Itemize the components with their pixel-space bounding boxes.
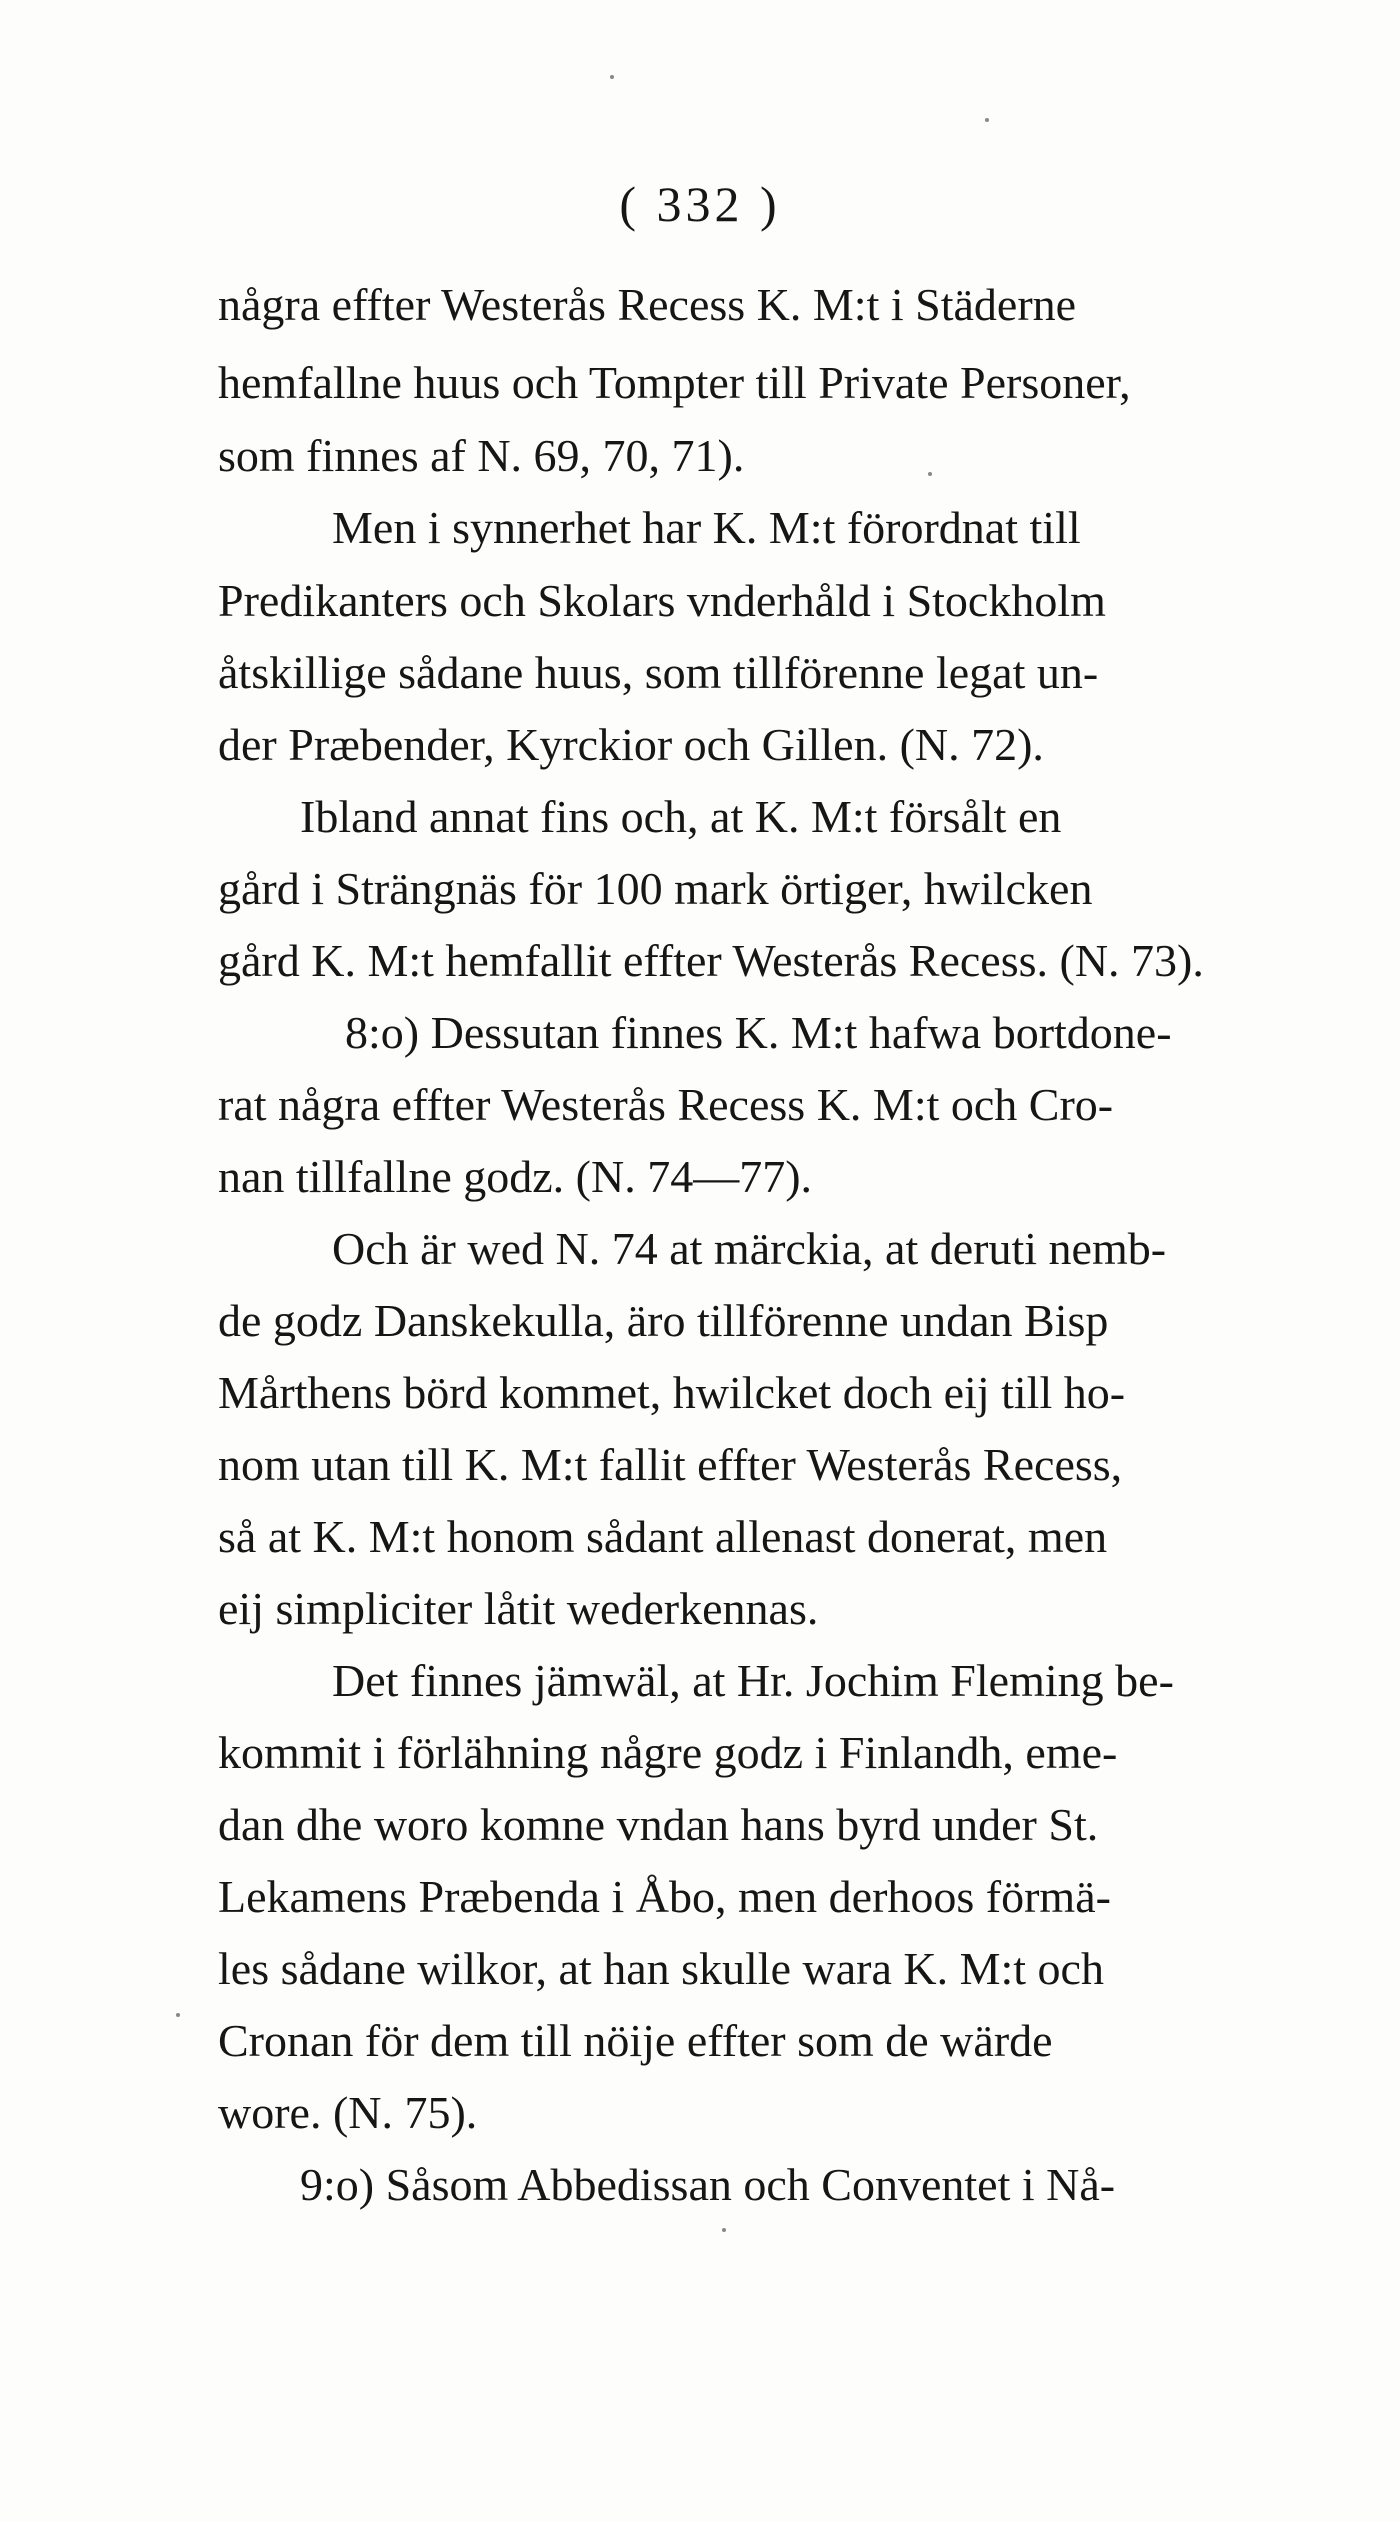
- text-line: Cronan för dem till nöije effter som de wärde: [218, 2015, 1053, 2066]
- text-line: som finnes af N. 69, 70, 71).: [218, 430, 745, 481]
- paper-speck: [610, 75, 614, 79]
- text-line: Det finnes jämwäl, at Hr. Jochim Fleming be-: [332, 1655, 1174, 1706]
- paper-speck: [722, 2228, 726, 2232]
- text-line: nom utan till K. M:t fallit effter Westerås Recess,: [218, 1439, 1123, 1490]
- text-line: så at K. M:t honom sådant allenast donerat, men: [218, 1511, 1108, 1562]
- text-line: les sådane wilkor, at han skulle wara K. M:t och: [218, 1943, 1104, 1994]
- text-line: Predikanters och Skolars vnderhåld i Stockholm: [218, 575, 1106, 626]
- text-line: kommit i förlähning någre godz i Finlandh, eme-: [218, 1727, 1118, 1778]
- text-line: hemfallne huus och Tompter till Private Personer,: [218, 357, 1131, 408]
- text-line: de godz Danskekulla, äro tillförenne undan Bisp: [218, 1295, 1109, 1346]
- text-line: Och är wed N. 74 at märckia, at deruti nemb-: [332, 1223, 1167, 1274]
- page-number-header: ( 332 ): [619, 176, 781, 232]
- text-line: gård i Strängnäs för 100 mark örtiger, hwilcken: [218, 863, 1093, 914]
- text-line: åtskillige sådane huus, som tillförenne legat un-: [218, 647, 1099, 698]
- paper-speck: [176, 2013, 180, 2017]
- text-line: Men i synnerhet har K. M:t förordnat till: [332, 502, 1081, 553]
- text-line: eij simpliciter låtit wederkennas.: [218, 1583, 819, 1634]
- text-line: 8:o) Dessutan finnes K. M:t hafwa bortdone-: [345, 1007, 1172, 1058]
- paper-speck: [985, 118, 989, 122]
- paper-speck: [928, 472, 932, 476]
- text-line: gård K. M:t hemfallit effter Westerås Recess. (N. 73).: [218, 935, 1204, 986]
- text-line: nan tillfallne godz. (N. 74—77).: [218, 1151, 813, 1202]
- text-line: Lekamens Præbenda i Åbo, men derhoos förmä-: [218, 1871, 1111, 1922]
- text-line: wore. (N. 75).: [218, 2087, 478, 2138]
- text-line: rat några effter Westerås Recess K. M:t och Cro-: [218, 1079, 1114, 1130]
- text-line: några effter Westerås Recess K. M:t i Städerne: [218, 279, 1077, 330]
- text-line: Mårthens börd kommet, hwilcket doch eij till ho-: [218, 1367, 1126, 1418]
- text-line: Ibland annat fins och, at K. M:t försålt en: [300, 791, 1062, 842]
- text-line: der Præbender, Kyrckior och Gillen. (N. 72).: [218, 719, 1044, 770]
- text-line: dan dhe woro komne vndan hans byrd under St.: [218, 1799, 1099, 1850]
- text-line: 9:o) Såsom Abbedissan och Conventet i Nå-: [300, 2159, 1116, 2210]
